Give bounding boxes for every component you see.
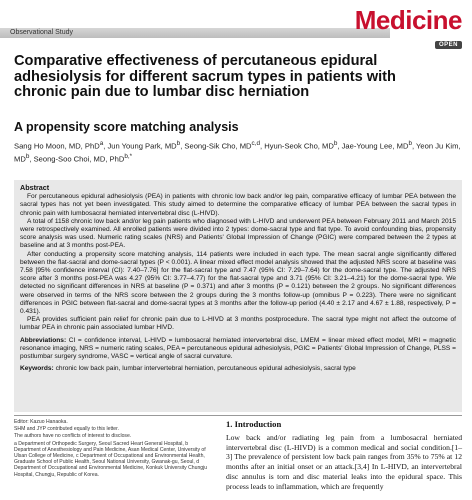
footnote: Editor: Kazuo Hanaoka. bbox=[14, 419, 68, 425]
author-affil: b bbox=[333, 140, 338, 147]
abstract-paragraph: After conducting a propensity score matching analysis, 114 patients were included in each type. The mean sacral angle significantly differed between the flat-sacral and dome-sacral types (P < 0.001). A linear mixed effect model analysis showed that the adjusted NRS score at baseline was 7.58 [95% confidence interval (CI): 7.40–7.76] for the flat-sacral type and 7.47 (95% CI: 7.29–7.64) for the dome-sacral type. The adjusted NRS score after 3 months post-PEA was 4.27 (95% CI: 3.77–4.77) for the flat-sacral type and 3.71 (95% CI: 3.21–4.21) for the dome-sacral type. We detected no significant differences in NRS at baseline (P = 0.371) and after 3 months (P = 0.121) between the 2 groups. No significant differences were observed in terms of the NRS score between the 2 groups during the 3 months follow-up (omnibus P = 0.223). There were no significant differences in PGIC between flat-sacral and dome-sacral types at 3 months after the follow-up period (4.40 ± 2.17 and 4.67 ± 1.88, respectively, P = 0.431). bbox=[20, 250, 456, 316]
abbreviations-label: Abbreviations: bbox=[20, 336, 67, 344]
abstract-heading: Abstract bbox=[20, 183, 50, 192]
keywords-text: chronic low back pain, lumbar intervertebral herniation, percutaneous epidural adhesiolysis, sacral type bbox=[55, 365, 356, 373]
footnote: SHM and JYP contributed equally to this letter. bbox=[14, 426, 119, 433]
author-name: , Seong-Soo Choi, MD, PhD bbox=[29, 154, 125, 164]
author-name: , Yeon Ju Kim, MD bbox=[14, 141, 461, 164]
author-affil: b bbox=[176, 140, 181, 147]
author-affil: b,* bbox=[124, 153, 133, 161]
open-access-badge: OPEN bbox=[435, 41, 462, 49]
abstract-paragraph: For percutaneous epidural adhesiolysis (PEA) in patients with chronic low back and/or leg pain, comparative efficacy of lumbar PEA between the sacral types has not yet been investigated. This study aimed to determine the comparative efficacy of lumbar PEA between the sacral types in chronic pain with lumbosacral herniated intervertebral disc (L-HIVD). bbox=[20, 193, 456, 217]
author-name: , Jun Young Park, MD bbox=[103, 141, 177, 151]
divider bbox=[14, 415, 462, 416]
intro-body: Low back and/or radiating leg pain from a lumbosacral herniated intervertebral disc (L-HIVD) is a common medical and social condition.[1–3] The prevalence of persistent low back pain ranges from 35% to 75% at 12 months after an initial onset or an attack.[3,4] In L-HIVD, an intervertebral disc annulus is torn and disc material leaks into the epidural space. This process leads to inflammation, which are frequently bbox=[226, 433, 462, 491]
section-label: Observational Study bbox=[10, 29, 74, 36]
footnote: The authors have no conflicts of interest to disclose. bbox=[14, 433, 132, 440]
journal-logo: Medicine bbox=[354, 5, 462, 35]
author-name: , Hyun-Seok Cho, MD bbox=[259, 141, 334, 151]
keywords-label: Keywords: bbox=[20, 365, 54, 373]
article-subtitle: A propensity score matching analysis bbox=[14, 120, 239, 134]
intro-heading: 1. Introduction bbox=[226, 419, 282, 429]
article-title: Comparative effectiveness of percutaneous epidural adhesiolysis for different sacrum types in patients with chronic pain due to lumbar disc herniation bbox=[14, 53, 396, 100]
footnote: a Department of Orthopedic Surgery, Seoul Sacred Heart General Hospital, b Department of Anesthesiology and Pain Medicine, Asan Medical Center, University of Ulsan College of Medicine, c Department of Occupational and Environmental Health, Graduate School of Public Health, Seoul National University, Gwanak-gu, Seoul, d Department of Occupational and Environmental Medicine, Konkuk University Chungju Hospital, Chungju, Republic of Korea. bbox=[14, 440, 208, 478]
author-name: , Jae-Young Lee, MD bbox=[337, 141, 409, 151]
author-affil: a bbox=[99, 140, 104, 147]
footnotes bbox=[14, 419, 214, 479]
abbreviations-text: CI = confidence interval, L-HIVD = lumbosacral herniated intervertebral disc, LMEM = linear mixed effect model, MRI = magnetic resonance imaging, NRS = numeric rating scales, PEA = percutaneous epidural adhesiolysis, PGIC = Patients' Global Impression of Change, PLSS = postlumbar surgery syndrome, VASC = vertical angle of sacral curvature. bbox=[20, 336, 456, 361]
author-list bbox=[14, 139, 464, 165]
author-affil: b bbox=[25, 153, 30, 161]
keywords bbox=[20, 365, 456, 373]
abstract-paragraph: A total of 1158 chronic low back and/or leg pain patients who diagnosed with L-HIVD and underwent PEA between February 2011 and March 2015 were retrospectively examined. All enrolled patients were divided into 2 types: dome-sacral type and flat type. To avoid confounding bias, propensity score analysis was used. Numeric rating scales (NRS) and Patients' Global Impression of Change (PGIC) were compared between the 2 types at baseline and at 3 months post-PEA. bbox=[20, 217, 456, 250]
author-affil: b bbox=[408, 140, 412, 147]
abstract-box bbox=[14, 180, 462, 412]
abstract-paragraph: PEA provides sufficient pain relief for chronic pain due to L-HIVD at 3 months postprocedure. The sacral type might not affect the outcome of lumbar PEA in chronic pain associated lumbar HIVD. bbox=[20, 316, 456, 332]
author-name: , Seong-Sik Cho, MD bbox=[180, 141, 252, 151]
author-name: Sang Ho Moon, MD, PhD bbox=[14, 141, 100, 151]
author-affil: c,d bbox=[251, 140, 260, 147]
abbreviations bbox=[20, 337, 456, 362]
